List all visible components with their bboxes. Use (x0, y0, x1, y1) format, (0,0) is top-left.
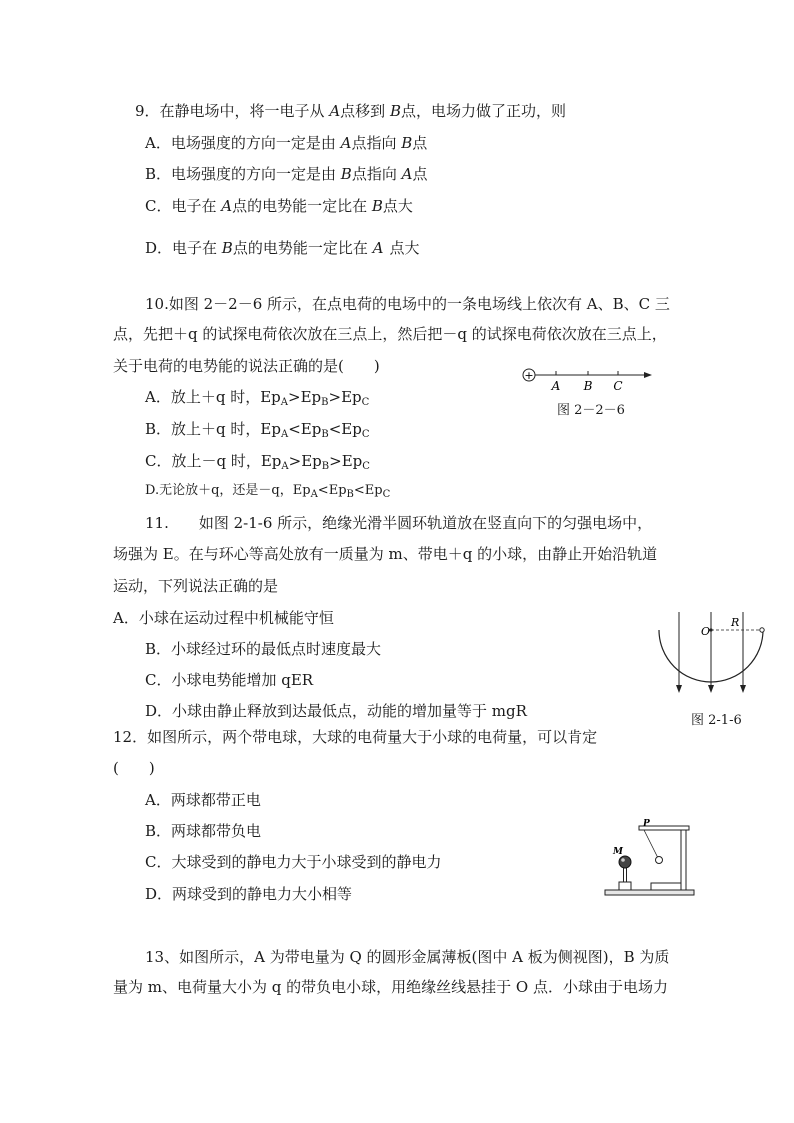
q10-option-d: D.无论放＋q，还是－q，$Ep_A<Ep_B<Ep_C$ (145, 483, 391, 500)
q10-option-c: C．放上－q 时，$Ep_A>Ep_B>Ep_C$ (145, 452, 370, 472)
q12-option-b: B．两球都带负电 (145, 822, 262, 840)
ball-icon (760, 628, 764, 632)
q9-option-b: B．电场强度的方向一定是由 B点指向 A点 (145, 165, 428, 183)
suspension-thread (644, 830, 658, 858)
q12-stem-line2: ( ) (113, 759, 155, 777)
radius-r-label: R (731, 616, 740, 629)
q11-option-d: D．小球由静止释放到达最低点，动能的增加量等于 mgR (145, 702, 527, 720)
fig-2-2-6-caption: 图 2－2－6 (557, 403, 625, 418)
q11-option-a: A．小球在运动过程中机械能守恒 (113, 609, 334, 627)
base-board (605, 890, 694, 895)
q11-stem-line3: 运动，下列说法正确的是 (113, 577, 279, 595)
q10-stem-line3: 关于电荷的电势能的说法正确的是( ) (113, 357, 380, 375)
q12-option-d: D．两球受到的静电力大小相等 (145, 885, 353, 903)
sphere-p (656, 857, 663, 864)
frame-post (681, 826, 686, 890)
q10-stem-line1: 10.如图 2－2－6 所示，在点电荷的电场中的一条电场线上依次有 A、B、C 三 (145, 295, 670, 313)
point-a-label: A (551, 379, 561, 393)
sphere-m (619, 856, 631, 868)
m-stand-base (619, 882, 631, 890)
semicircle-track-figure (655, 610, 775, 700)
point-c-label: C (613, 379, 623, 393)
q12-option-c: C．大球受到的静电力大于小球受到的静电力 (145, 853, 442, 871)
arrow-head-icon (644, 372, 652, 378)
point-b-label: B (583, 379, 593, 393)
charged-spheres-figure (603, 820, 698, 900)
q13-stem-line1: 13、如图所示，A 为带电量为 Q 的圆形金属薄板(图中 A 板为侧视图)，B 为质 (145, 948, 670, 966)
q11-stem-line1: 11. 如图 2-1-6 所示，绝缘光滑半圆环轨道放在竖直向下的匀强电场中， (145, 514, 653, 532)
m-stand-rod (624, 868, 627, 882)
q10-stem-line2: 点，先把＋q 的试探电荷依次放在三点上，然后把－q 的试探电荷依次放在三点上， (113, 325, 667, 343)
q10-option-a: A．放上＋q 时，$Ep_A>Ep_B>Ep_C$ (145, 388, 370, 408)
sphere-p-label: P (643, 819, 650, 829)
q12-stem-line1: 12．如图所示，两个带电球，大球的电荷量大于小球的电荷量，可以肯定 (113, 728, 598, 746)
field-arrow-1-icon (676, 685, 682, 693)
q9-stem: 9．在静电场中，将一电子从 A点移到 B点，电场力做了正功，则 (135, 102, 566, 120)
point-charge-sign: + (524, 369, 534, 382)
q9-option-d: D．电子在 B点的电势能一定比在 A 点大 (145, 239, 420, 257)
q10-option-b: B．放上＋q 时，$Ep_A<Ep_B<Ep_C$ (145, 420, 370, 440)
q9-option-a: A．电场强度的方向一定是由 A点指向 B点 (145, 134, 428, 152)
q12-option-a: A．两球都带正电 (145, 791, 261, 809)
frame-foot (651, 883, 681, 890)
center-o-label: O (701, 625, 711, 638)
field-arrow-3-icon (740, 685, 746, 693)
q13-stem-line2: 量为 m、电荷量大小为 q 的带负电小球，用绝缘丝线悬挂于 O 点．小球由于电场力 (113, 978, 668, 996)
q11-stem-line2: 场强为 E。在与环心等高处放有一质量为 m、带电＋q 的小球，由静止开始沿轨道 (113, 545, 658, 563)
fig-2-1-6-caption: 图 2-1-6 (691, 713, 742, 728)
q11-option-c: C．小球电势能增加 qER (145, 671, 314, 689)
sphere-m-label: M (613, 847, 623, 857)
q11-option-b: B．小球经过环的最低点时速度最大 (145, 640, 382, 658)
field-line-figure (518, 364, 658, 394)
field-arrow-2-icon (708, 685, 714, 693)
sphere-m-highlight (621, 858, 625, 862)
q9-option-c: C．电子在 A点的电势能一定比在 B点大 (145, 197, 413, 215)
